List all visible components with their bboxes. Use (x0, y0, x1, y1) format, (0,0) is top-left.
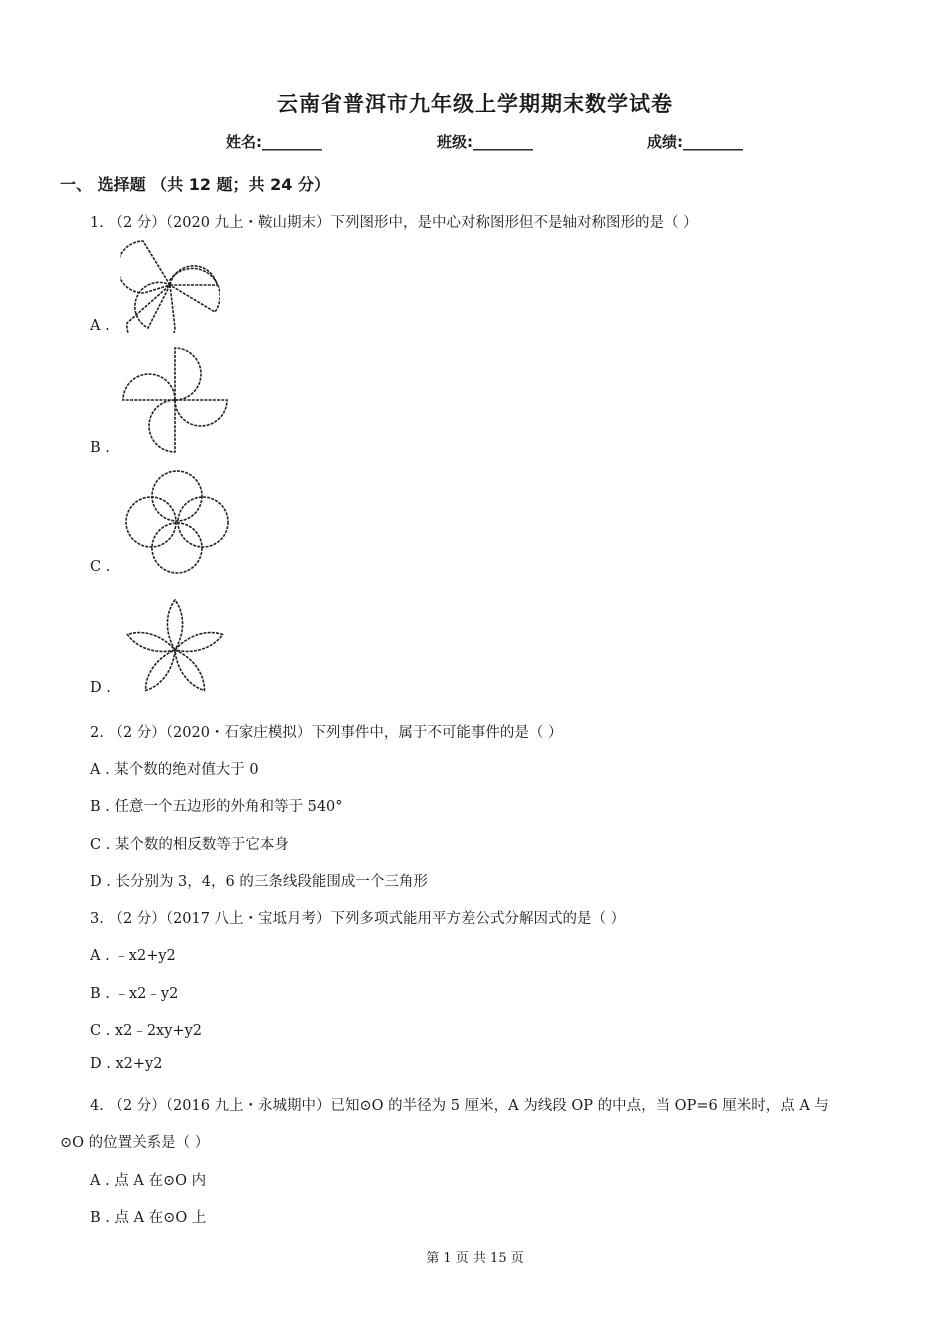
question-3-option-c: C . x2﹣2xy+y2 (90, 1023, 202, 1039)
question-4-text: 4. （2 分）（2016 九上・永城期中）已知⊙O 的半径为 5 厘米，A 为线段 OP 的中点，当 OP=6 厘米时，点 A 与 (90, 1098, 829, 1114)
question-1-option-d: D . (90, 680, 111, 696)
figure-c-four-circles-icon (120, 468, 235, 578)
page-footer: 第 1 页 共 15 页 (426, 1251, 524, 1266)
question-1-text: 1. （2 分）（2020 九上・鞍山期末）下列图形中，是中心对称图形但不是轴对称图形的是（ ） (90, 215, 698, 231)
question-1-option-b: B . (90, 440, 110, 456)
page-title: 云南省普洱市九年级上学期期末数学试卷 (277, 92, 673, 116)
question-2-option-c: C . 某个数的相反数等于它本身 (90, 837, 289, 853)
name-field-label: 姓名:________ (226, 133, 322, 151)
question-4-text-continued: ⊙O 的位置关系是（ ） (60, 1135, 210, 1151)
section-heading: 一、 选择题 （共 12 题；共 24 分） (60, 175, 330, 194)
question-2-option-d: D . 长分别为 3，4，6 的三条线段能围成一个三角形 (90, 874, 428, 890)
score-field-label: 成绩:________ (647, 133, 743, 151)
question-3-option-a: A . ﹣x2+y2 (90, 948, 176, 964)
figure-b-pinwheel-icon (120, 345, 230, 455)
class-field-label: 班级:________ (437, 133, 533, 151)
question-3-option-d: D . x2+y2 (90, 1056, 163, 1072)
question-4-option-b: B . 点 A 在⊙O 上 (90, 1210, 207, 1226)
figure-a-three-semicircles-icon (120, 238, 220, 333)
question-2-option-b: B . 任意一个五边形的外角和等于 540° (90, 799, 343, 815)
question-2-option-a: A . 某个数的绝对值大于 0 (90, 762, 259, 778)
question-3-text: 3. （2 分）（2017 八上・宝坻月考）下列多项式能用平方差公式分解因式的是（ ） (90, 911, 626, 927)
question-3-option-b: B . ﹣x2﹣y2 (90, 986, 179, 1002)
question-1-option-c: C . (90, 559, 111, 575)
question-1-option-a: A . (90, 318, 110, 334)
question-2-text: 2. （2 分）（2020・石家庄模拟）下列事件中，属于不可能事件的是（ ） (90, 725, 563, 741)
figure-d-five-petals-icon (120, 598, 230, 698)
question-4-option-a: A . 点 A 在⊙O 内 (90, 1173, 207, 1189)
